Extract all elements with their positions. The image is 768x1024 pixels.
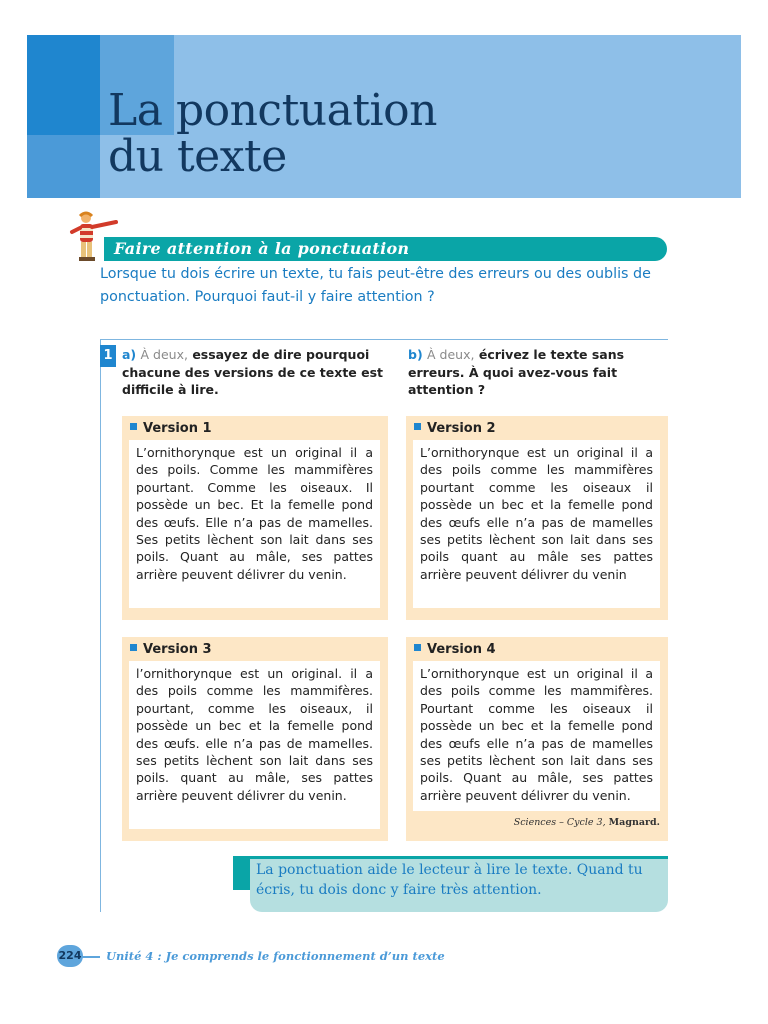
version-card — [122, 637, 388, 841]
square-bullet-icon — [130, 423, 137, 430]
exercise-part-a — [122, 346, 387, 399]
version-title: Version 3 — [130, 642, 212, 657]
version-card — [122, 416, 388, 620]
conclusion-top-bar — [233, 856, 668, 859]
part-b-label: b) — [408, 347, 423, 362]
source-citation — [514, 817, 660, 828]
part-b-who: À deux, — [427, 347, 475, 362]
version-title: Version 4 — [414, 642, 496, 657]
page-title-line1: La ponctuation — [108, 85, 437, 136]
version-text: L’ornithorynque est un original il a des poils comme les mammifères pourtant comme les oiseaux il possède un bec et la femelle pond des œufs elle n’a pas de mamelles ses petits lèchent son lait dans ses poils quant au mâle ses pattes arrière peuvent délivrer du venin — [413, 440, 660, 608]
part-b-text: écrivez le texte sans erreurs. À quoi avez-vous fait attention ? — [408, 347, 625, 397]
exercise-part-b — [408, 346, 658, 399]
version-text: l’ornithorynque est un original. il a des poils comme les mammifères. pourtant, comme les oiseaux, il possède un bec et la femelle pond des œufs. elle n’a pas de mamelles. ses petits lèchent son lait dans ses poils. quant au mâle, ses pattes arrière peuvent délivrer du venin. — [129, 661, 380, 829]
page-title-line2: du texte — [108, 131, 287, 182]
version-title: Version 1 — [130, 421, 212, 436]
exercise-top-rule — [100, 339, 668, 340]
exercise-left-rule — [100, 339, 101, 912]
part-a-who: À deux, — [140, 347, 188, 362]
conclusion-accent — [233, 856, 250, 890]
conclusion-text: La ponctuation aide le lecteur à lire le texte. Quand tu écris, tu dois donc y faire très attention. — [256, 862, 643, 898]
unit-title: Unité 4 : Je comprends le fonctionnement d’un texte — [106, 949, 445, 963]
version-text: L’ornithorynque est un original il a des poils comme les mammifères. Pourtant comme les oiseaux il possède un bec et la femelle pond des œufs elle n’a pas de mamelles ses petits lèchent son lait dans ses poils. Quant au mâle, ses pattes arrière peuvent délivrer du venin. — [413, 661, 660, 811]
source-title: Sciences – Cycle 3, — [513, 817, 606, 828]
header-decor-square — [27, 135, 100, 198]
part-a-label: a) — [122, 347, 137, 362]
square-bullet-icon — [130, 644, 137, 651]
version-title: Version 2 — [414, 421, 496, 436]
exercise-number: 1 — [100, 345, 116, 367]
square-bullet-icon — [414, 644, 421, 651]
version-card — [406, 416, 668, 620]
page-title — [108, 85, 708, 182]
page-number: 224 — [57, 945, 83, 967]
source-publisher: Magnard. — [608, 817, 660, 828]
part-a-text: essayez de dire pourquoi chacune des versions de ce texte est difficile à lire. — [122, 347, 384, 397]
version-text: L’ornithorynque est un original il a des poils. Comme les mammifères pourtant. Comme les oiseaux. Il possède un bec. Et la femelle pond des œufs. Elle n’a pas de mamelles. Ses petits lèchent son lait dans ses poils. Quant au mâle, ses pattes arrière peuvent délivrer du venin. — [129, 440, 380, 608]
header-decor-square — [27, 35, 100, 135]
section-title: Faire attention à la ponctuation — [114, 239, 410, 258]
intro-paragraph: Lorsque tu dois écrire un texte, tu fais peut-être des erreurs ou des oublis de ponctuation. Pourquoi faut-il y faire attention ? — [100, 266, 651, 305]
square-bullet-icon — [414, 423, 421, 430]
version-card — [406, 637, 668, 841]
